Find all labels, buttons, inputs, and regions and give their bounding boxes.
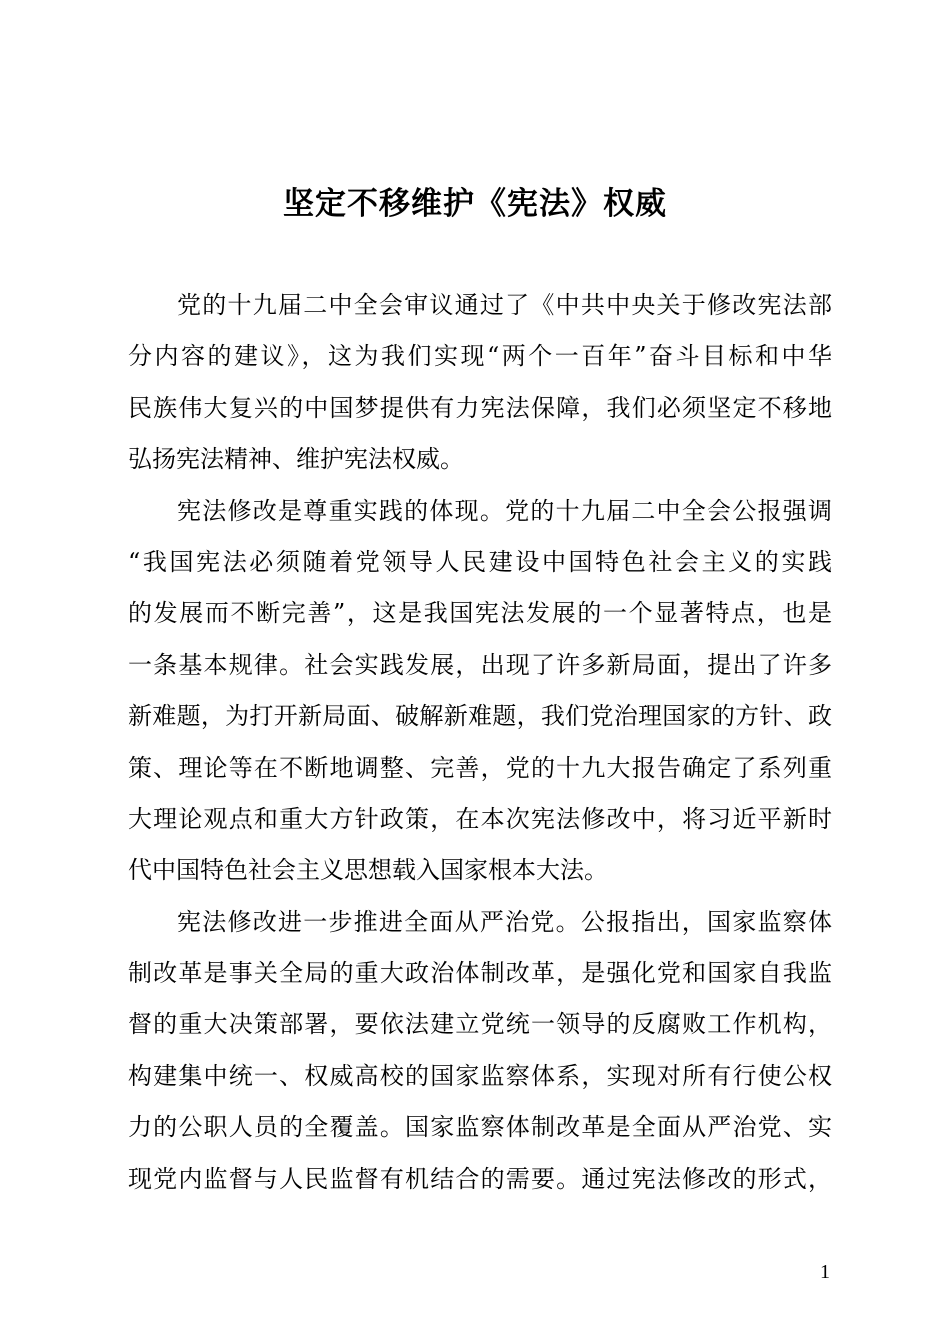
paragraph-2-line-5: 新难题，为打开新局面、破解新难题，我们党治理国家的方针、政: [128, 702, 832, 731]
paragraph-3-line-3: 督的重大决策部署，要依法建立党统一领导的反腐败工作机构，: [128, 1010, 832, 1039]
paragraph-1-line-3: 民族伟大复兴的中国梦提供有力宪法保障，我们必须坚定不移地: [128, 393, 832, 422]
page-number: 1: [820, 1261, 830, 1283]
paragraph-1-line-2: 分内容的建议》，这为我们实现“两个一百年”奋斗目标和中华: [128, 342, 832, 371]
paragraph-3-line-1: 宪法修改进一步推进全面从严治党。公报指出，国家监察体: [177, 907, 832, 936]
paragraph-2-line-8: 代中国特色社会主义思想载入国家根本大法。: [128, 856, 608, 885]
document-body: [128, 280, 832, 1205]
paragraph-1-line-4: 弘扬宪法精神、维护宪法权威。: [128, 445, 464, 474]
paragraph-2-line-2: “我国宪法必须随着党领导人民建设中国特色社会主义的实践: [128, 547, 832, 576]
document-title: 坚定不移维护《宪法》权威: [283, 186, 667, 222]
paragraph-2-line-7: 大理论观点和重大方针政策，在本次宪法修改中，将习近平新时: [128, 804, 832, 833]
paragraph-3-line-6: 现党内监督与人民监督有机结合的需要。通过宪法修改的形式，: [128, 1164, 832, 1193]
paragraph-3-line-4: 构建集中统一、权威高校的国家监察体系，实现对所有行使公权: [128, 1061, 832, 1090]
paragraph-2-line-6: 策、理论等在不断地调整、完善，党的十九大报告确定了系列重: [128, 753, 832, 782]
paragraph-3-line-2: 制改革是事关全局的重大政治体制改革，是强化党和国家自我监: [128, 959, 832, 988]
paragraph-2-line-4: 一条基本规律。社会实践发展，出现了许多新局面，提出了许多: [128, 650, 832, 679]
paragraph-2-line-3: 的发展而不断完善”，这是我国宪法发展的一个显著特点，也是: [128, 599, 832, 628]
paragraph-2-line-1: 宪法修改是尊重实践的体现。党的十九届二中全会公报强调: [177, 496, 832, 525]
paragraph-1-line-1: 党的十九届二中全会审议通过了《中共中央关于修改宪法部: [177, 291, 832, 319]
paragraph-3-line-5: 力的公职人员的全覆盖。国家监察体制改革是全面从严治党、实: [128, 1113, 832, 1142]
